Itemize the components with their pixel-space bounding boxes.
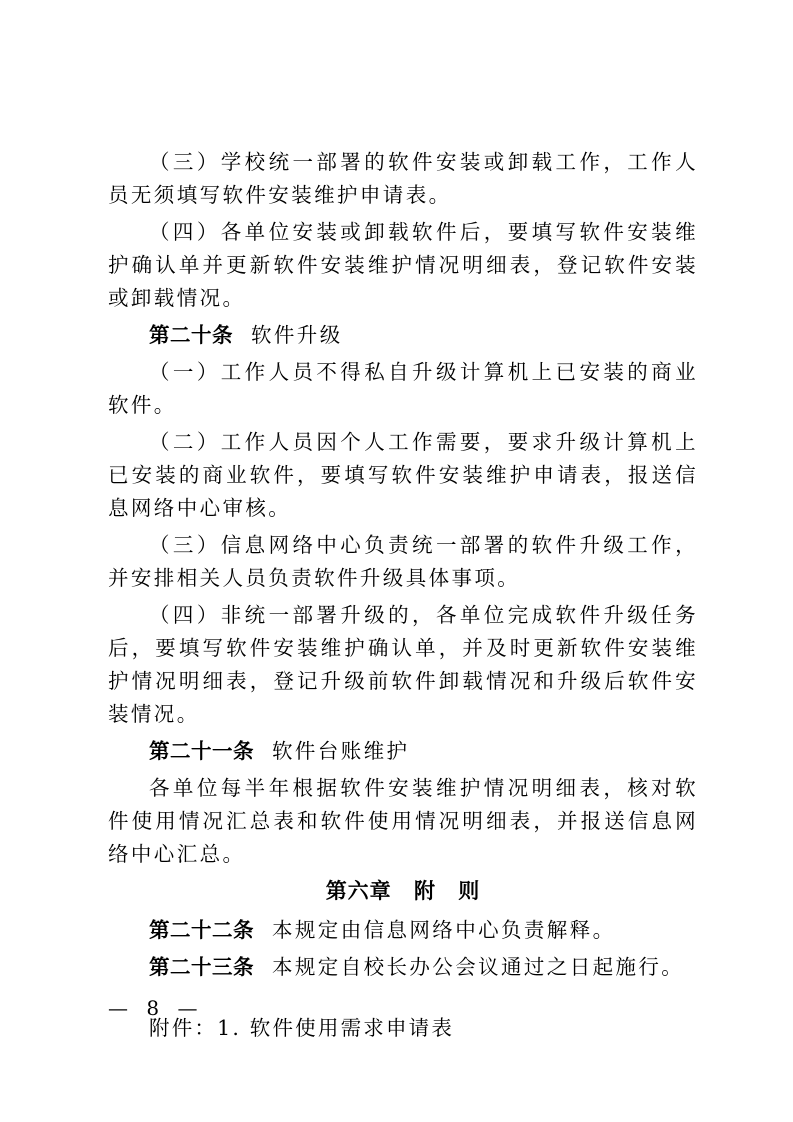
article-20 — [108, 319, 698, 352]
article-23 — [108, 951, 698, 984]
document-body — [108, 146, 698, 1045]
paragraph-1: （三）学校统一部署的软件安装或卸载工作，工作人员无须填写软件安装维护申请表。 — [108, 150, 698, 207]
paragraph-6: （四）非统一部署升级的，各单位完成软件升级任务后，要填写软件安装维护确认单，并及时更新软件安装维护情况明细表，登记升级前软件卸载情况和升级后软件安装情况。 — [108, 603, 698, 726]
paragraph-4: （二）工作人员因个人工作需要，要求升级计算机上已安装的商业软件，要填写软件安装维护申请表，报送信息网络中心审核。 — [108, 430, 698, 520]
article-22-heading: 第二十二条 — [149, 918, 254, 942]
attachment-line: 附件：1. 软件使用需求申请表 — [149, 1016, 455, 1040]
article-21-heading: 第二十一条 — [149, 739, 254, 763]
paragraph-5: （三）信息网络中心负责统一部署的软件升级工作，并安排相关人员负责软件升级具体事项。 — [108, 533, 698, 590]
page-number: — 8 — — [108, 996, 204, 1020]
paragraph-2: （四）各单位安装或卸载软件后，要填写软件安装维护确认单并更新软件安装维护情况明细表，登记软件安装或卸载情况。 — [108, 220, 698, 310]
article-20-title: 软件升级 — [251, 323, 343, 347]
paragraph-7: 各单位每半年根据软件安装维护情况明细表，核对软件使用情况汇总表和软件使用情况明细表，并报送信息网络中心汇总。 — [108, 776, 698, 866]
article-21 — [108, 735, 698, 768]
article-21-title: 软件台账维护 — [272, 739, 410, 763]
article-20-heading: 第二十条 — [149, 323, 233, 347]
article-22-text: 本规定由信息网络中心负责解释。 — [272, 918, 616, 942]
article-23-heading: 第二十三条 — [149, 955, 254, 979]
chapter-6-heading: 第六章 附 则 — [325, 879, 481, 903]
paragraph-3: （一）工作人员不得私自升级计算机上已安装的商业软件。 — [108, 360, 698, 417]
article-22 — [108, 914, 698, 947]
article-23-text: 本规定自校长办公会议通过之日起施行。 — [272, 955, 685, 979]
